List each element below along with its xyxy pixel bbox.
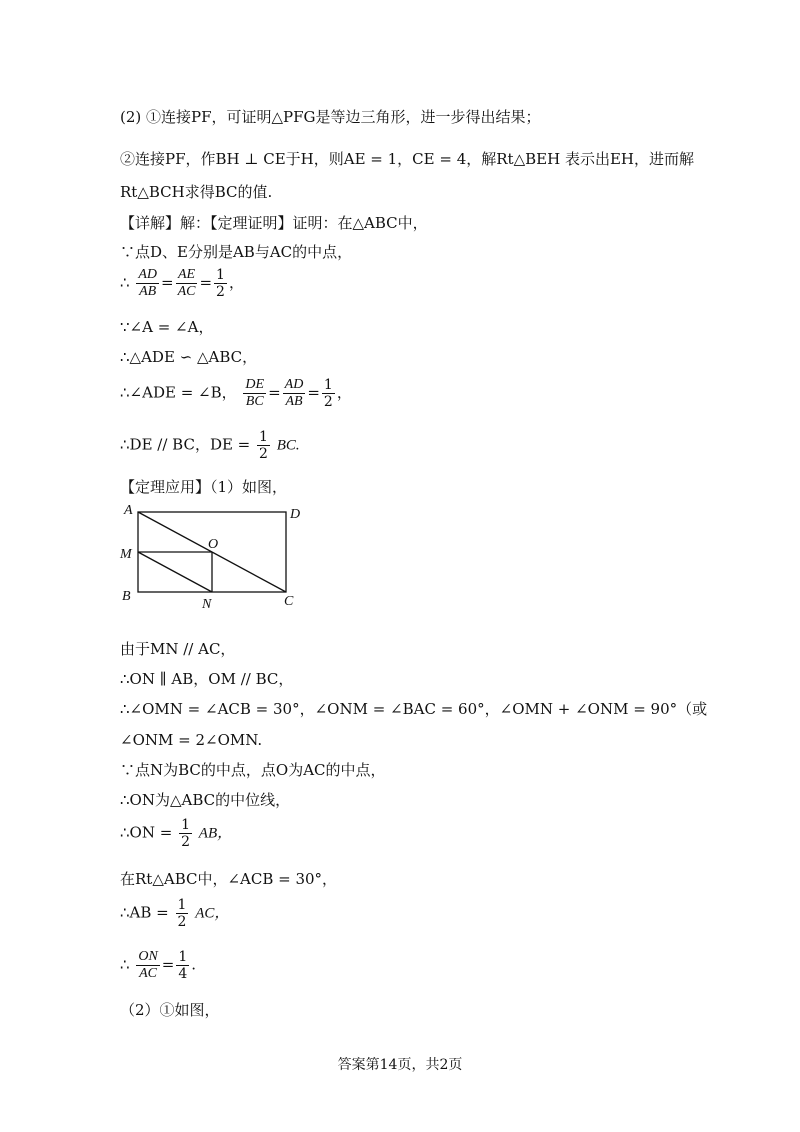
line-right-triangle: 在Rt△ABC中，∠ACB = 30°， — [120, 870, 338, 888]
ac-label: AC， — [195, 905, 230, 922]
fraction-one-half — [179, 818, 192, 849]
fraction-on-ac — [136, 950, 159, 981]
frac-num: AD — [138, 267, 157, 282]
line-on-om-parallel: ∴ON ∥ AB，OM // BC， — [120, 670, 294, 688]
frac-num: 1 — [178, 949, 188, 965]
fraction-one-quarter — [176, 950, 189, 981]
ab-equation: ∴AB = — [120, 903, 169, 922]
label-b: B — [122, 589, 131, 604]
fraction-ad-ab — [136, 268, 159, 299]
comma: ， — [228, 273, 244, 292]
line-mn-parallel: 由于MN // AC， — [120, 640, 236, 658]
frac-den: 2 — [323, 394, 333, 410]
line-theorem-application: 【定理应用】（1）如图， — [120, 478, 288, 496]
segment-mn — [138, 552, 212, 592]
line-angle-relation: ∠ONM = 2∠OMN. — [120, 731, 263, 749]
line-angle-values: ∴∠OMN = ∠ACB = 30°，∠ONM = ∠BAC = 60°，∠OMN + ∠ONM = 90°（或 — [120, 700, 708, 718]
line-angle-a: ∵∠A = ∠A， — [120, 318, 214, 336]
frac-num: 1 — [323, 377, 333, 393]
therefore-symbol: ∴ — [120, 273, 130, 292]
frac-num: ON — [138, 949, 158, 964]
line-hint-2-3: Rt△BCH求得BC的值. — [120, 183, 273, 201]
line-detail-heading: 【详解】解：【定理证明】证明：在△ABC中， — [120, 214, 428, 232]
line-ratio-equation: ∴ $\frac{AD}{AB}$ = $\frac{AE}{AC}$ = $\frac{1}{2}$ ， — [120, 267, 244, 300]
equals-sign: = — [161, 955, 175, 974]
frac-num: 1 — [177, 897, 187, 913]
fraction-ad-ab — [283, 378, 306, 409]
therefore-symbol: ∴ — [120, 955, 130, 974]
frac-den: 2 — [177, 914, 187, 930]
period: . — [191, 955, 197, 974]
frac-den: 2 — [181, 834, 191, 850]
label-o: O — [208, 537, 219, 552]
frac-den: AC — [177, 284, 196, 299]
fraction-one-half — [214, 268, 227, 299]
frac-den: 2 — [216, 284, 225, 300]
fraction-ae-ac — [176, 268, 198, 299]
line-angle-ratio: ∴∠ADE = ∠B， $\frac{DE}{BC}$ = $\frac{AD}{AB}$ = $\frac{1}{2}$ ， — [120, 377, 352, 410]
fraction-de-bc — [243, 378, 266, 409]
ab-label: AB， — [198, 825, 233, 842]
line-similar: ∴△ADE ∽ △ABC， — [120, 348, 258, 366]
frac-den: 2 — [259, 446, 268, 462]
frac-den: BC — [245, 394, 264, 409]
line-parallel-half — [120, 430, 300, 461]
bc-label: BC. — [276, 437, 300, 454]
frac-den: AB — [285, 394, 303, 409]
label-n: N — [202, 597, 212, 612]
label-m: M — [120, 547, 132, 562]
line-part-2: （2）①如图， — [120, 1001, 220, 1019]
page-footer: 答案第14页，共2页 — [337, 1057, 463, 1073]
fraction-one-half — [322, 378, 335, 409]
frac-num: 1 — [259, 429, 268, 445]
line-final-ratio — [120, 950, 196, 981]
label-c: C — [284, 594, 294, 609]
line-on-half-ab — [120, 818, 232, 849]
line-n-o-midpoints: ∵点N为BC的中点，点O为AC的中点， — [120, 761, 386, 779]
fraction-one-half — [176, 898, 189, 929]
fraction-one-half — [257, 430, 270, 461]
line-midline: ∴ON为△ABC的中位线， — [120, 791, 291, 809]
geometry-figure — [118, 502, 308, 614]
frac-num: 1 — [181, 817, 191, 833]
line-ab-half-ac — [120, 898, 229, 929]
label-d: D — [290, 507, 301, 522]
label-a: A — [124, 503, 133, 518]
angle-equation: ∴∠ADE = ∠B， — [120, 383, 237, 402]
frac-num: AD — [284, 377, 304, 392]
line-hint-2-1: (2) ①连接PF，可证明△PFG是等边三角形，进一步得出结果； — [120, 108, 541, 126]
frac-num: AE — [176, 268, 198, 284]
frac-den: AC — [139, 966, 157, 981]
frac-num: DE — [245, 377, 265, 392]
on-equation: ∴ON = — [120, 823, 173, 842]
frac-den: AB — [139, 284, 157, 299]
line-midpoints: ∵点D、E分别是AB与AC的中点， — [120, 243, 353, 261]
frac-num: 1 — [216, 267, 225, 283]
line-hint-2-2: ②连接PF，作BH ⊥ CE于H，则AE = 1，CE = 4，解Rt△BEH 表示出EH，进而解 — [120, 150, 694, 168]
frac-den: 4 — [178, 966, 188, 982]
comma: ， — [336, 383, 352, 402]
parallel-statement: ∴DE // BC，DE = — [120, 435, 251, 454]
